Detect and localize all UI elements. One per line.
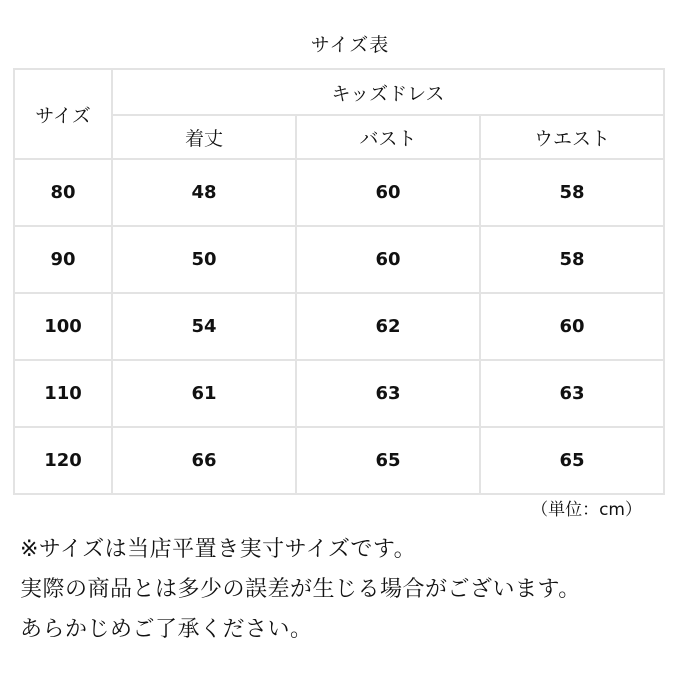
page-title: サイズ表 [310, 34, 390, 56]
table-row [14, 427, 664, 494]
size-table [13, 68, 665, 495]
size-cell: 110 [14, 360, 112, 427]
note-line: あらかじめご了承ください。 [20, 617, 313, 642]
waist-cell: 65 [480, 427, 664, 494]
table-row [14, 293, 664, 360]
length-cell: 66 [112, 427, 296, 494]
waist-cell: 60 [480, 293, 664, 360]
length-cell: 50 [112, 226, 296, 293]
note-line: 実際の商品とは多少の誤差が生じる場合がございます。 [20, 577, 581, 602]
size-header-cell: サイズ [14, 69, 112, 159]
waist-cell: 63 [480, 360, 664, 427]
bust-cell: 63 [296, 360, 480, 427]
table-row [14, 226, 664, 293]
size-cell: 80 [14, 159, 112, 226]
table-row [14, 360, 664, 427]
length-cell: 61 [112, 360, 296, 427]
column-header-length: 着丈 [112, 115, 296, 159]
bust-cell: 60 [296, 226, 480, 293]
bust-cell: 62 [296, 293, 480, 360]
waist-cell: 58 [480, 226, 664, 293]
bust-cell: 60 [296, 159, 480, 226]
length-cell: 48 [112, 159, 296, 226]
waist-cell: 58 [480, 159, 664, 226]
group-header-cell: キッズドレス [112, 69, 664, 115]
header-row-group [14, 69, 664, 115]
column-header-bust: バスト [296, 115, 480, 159]
note-line: ※サイズは当店平置き実寸サイズです。 [20, 537, 417, 562]
table-row [14, 159, 664, 226]
size-cell: 90 [14, 226, 112, 293]
length-cell: 54 [112, 293, 296, 360]
column-header-waist: ウエスト [480, 115, 664, 159]
size-cell: 120 [14, 427, 112, 494]
bust-cell: 65 [296, 427, 480, 494]
size-cell: 100 [14, 293, 112, 360]
notes [20, 530, 690, 650]
unit-note: （単位：cm） [531, 500, 642, 520]
header-row-columns [14, 115, 664, 159]
